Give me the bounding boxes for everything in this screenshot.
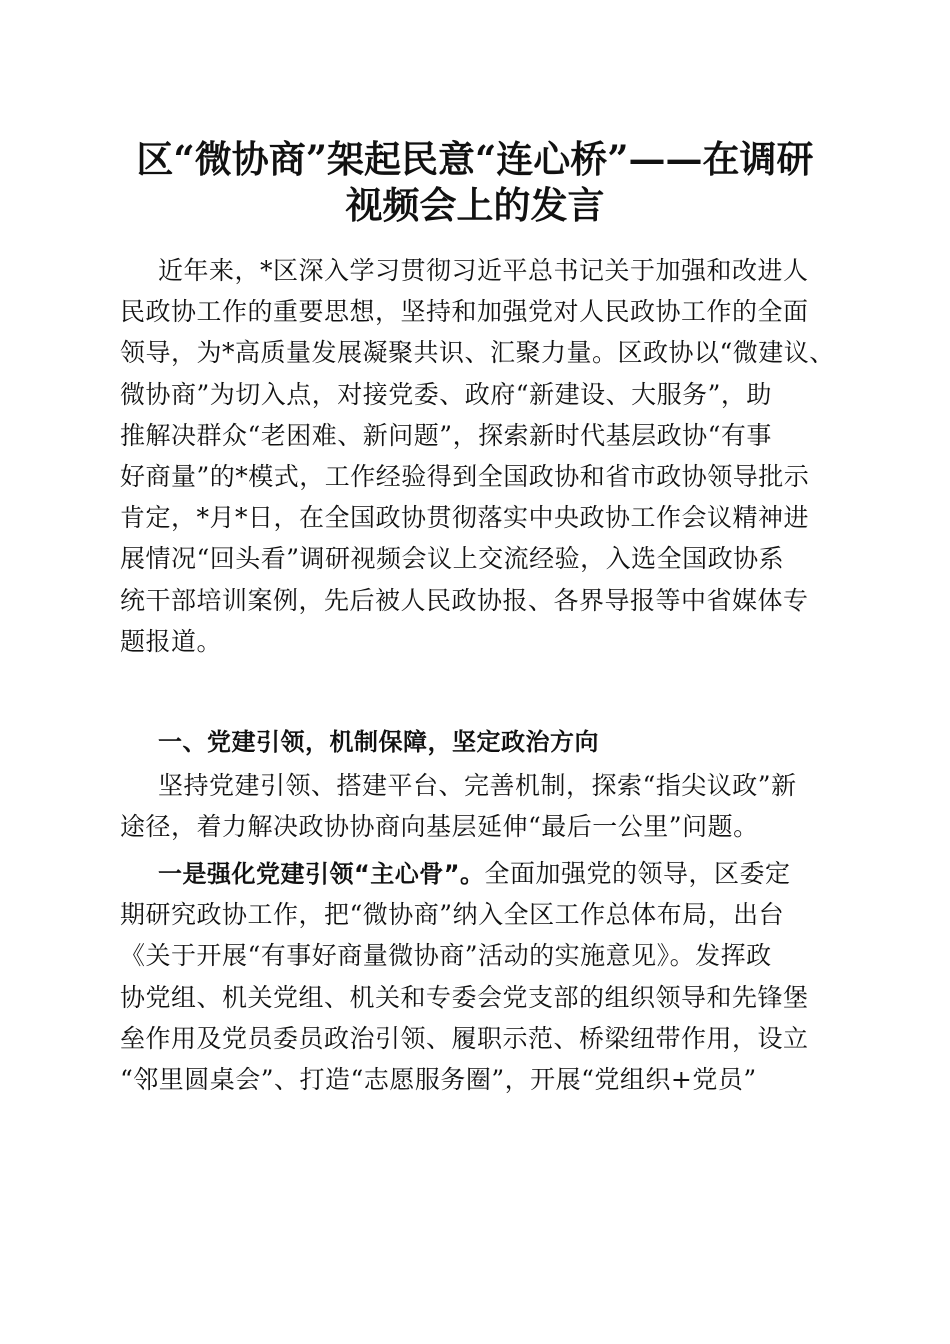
section-1-heading-block [120,722,835,763]
paragraph-line: 领导，为*高质量发展凝聚共识、汇聚力量。区政协以“微建议、 [120,338,835,368]
paragraph-line: 协党组、机关党组、机关和专委会党支部的组织领导和先锋堡 [120,982,809,1012]
document-title-line-1: 区“微协商”架起民意“连心桥”——在调研 [136,137,814,181]
paragraph-line: 微协商”为切入点，对接党委、政府“新建设、大服务”，助 [120,379,772,409]
document-title-line-2: 视频会上的发言 [345,183,605,227]
paragraph-first-line-rest: 全面加强党的领导，区委定 [484,859,791,888]
paragraph-first-line [120,853,835,894]
paragraph-line: 肯定，*月*日，在全国政协贯彻落实中央政协工作会议精神进 [120,503,810,533]
paragraph-lead-phrase: 一是强化党建引领“主心骨”。 [158,860,485,888]
paragraph-line: 好商量”的*模式，工作经验得到全国政协和省市政协领导批示 [120,461,810,491]
section-1-intro-paragraph [120,765,835,847]
paragraph-line: “邻里圆桌会”、打造“志愿服务圈”，开展“党组织+党员” [120,1064,757,1094]
paragraph-line: 题报道。 [120,626,223,656]
paragraph-line: 民政协工作的重要思想，坚持和加强党对人民政协工作的全面 [120,297,809,327]
party-building-paragraph [120,853,835,1100]
paragraph-line: 推解决群众“老困难、新问题”，探索新时代基层政协“有事 [120,420,772,450]
paragraph-line: 统干部培训案例，先后被人民政协报、各界导报等中省媒体专 [120,585,809,615]
paragraph-line: 《关于开展“有事好商量微协商”活动的实施意见》。发挥政 [120,941,772,971]
section-1-heading: 一、党建引领，机制保障，坚定政治方向 [158,728,599,756]
paragraph-line: 近年来，*区深入学习贯彻习近平总书记关于加强和改进人 [158,256,809,285]
paragraph-line: 途径，着力解决政协协商向基层延伸“最后一公里”问题。 [120,812,759,842]
paragraph-line: 坚持党建引领、搭建平台、完善机制，探索“指尖议政”新 [158,771,797,800]
intro-paragraph [120,250,835,662]
paragraph-line: 展情况“回头看”调研视频会议上交流经验，入选全国政协系 [120,544,785,574]
paragraph-line: 期研究政协工作，把“微协商”纳入全区工作总体布局，出台 [120,900,785,930]
paragraph-line: 垒作用及党员委员政治引领、履职示范、桥梁纽带作用，设立 [120,1023,809,1053]
